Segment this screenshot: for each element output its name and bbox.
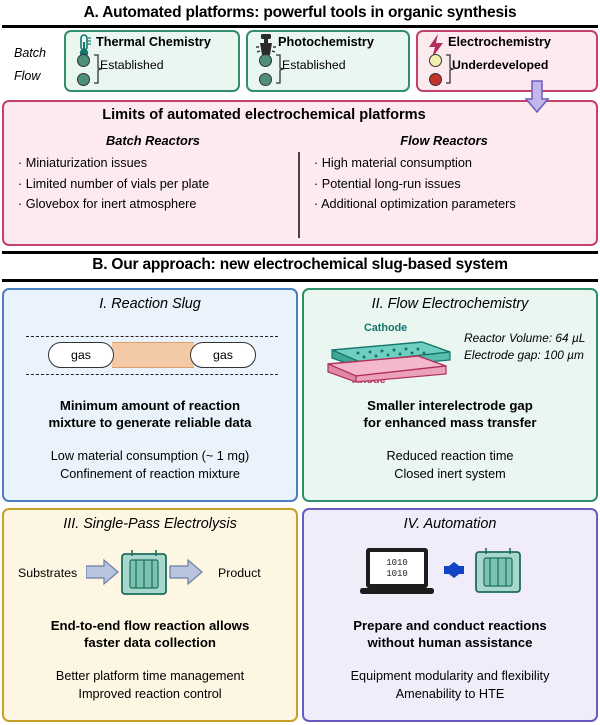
platform-status: Underdeveloped <box>452 58 549 72</box>
card-bold-text: End-to-end flow reaction allows faster data collection <box>50 618 250 650</box>
card-title: III. Single-Pass Electrolysis <box>63 516 237 532</box>
dot-flow <box>259 73 272 86</box>
approach-card-flow-electrochemistry <box>302 288 598 502</box>
divider-a-top <box>2 25 598 28</box>
platform-card-electrochemistry <box>416 30 598 92</box>
platform-dots <box>259 54 272 92</box>
section-a-heading: A. Automated platforms: powerful tools in organic synthesis <box>83 4 517 21</box>
limits-column-title-flow: Flow Reactors <box>400 133 488 148</box>
channel-wall-top <box>26 336 278 337</box>
dot-batch <box>429 54 442 67</box>
list-item: · Additional optimization parameters <box>314 197 516 211</box>
list-item: · High material consumption <box>314 156 472 170</box>
limits-divider <box>298 152 300 238</box>
divider-b-bottom <box>2 279 598 282</box>
dot-batch <box>259 54 272 67</box>
card-plain-text: Better platform time management Improved reaction control <box>55 669 245 701</box>
flow-reactor-figure <box>318 324 458 388</box>
dot-flow <box>77 73 90 86</box>
list-item: · Glovebox for inert atmosphere <box>18 197 197 211</box>
card-plain-text: Low material consumption (~ 1 mg) Confinement of reaction mixture <box>50 449 250 481</box>
platform-dots <box>429 54 442 92</box>
reaction-slug-figure <box>26 328 278 384</box>
limits-title: Limits of automated electrochemical platforms <box>102 107 426 123</box>
platform-title: Electrochemistry <box>448 35 551 49</box>
single-pass-figure <box>18 546 286 604</box>
list-item: · Potential long-run issues <box>314 176 461 191</box>
dot-flow <box>429 73 442 86</box>
double-arrow-icon <box>444 562 464 578</box>
reactor-plates-icon <box>318 332 458 396</box>
platform-status: Established <box>100 58 164 72</box>
card-title: IV. Automation <box>403 516 497 532</box>
electrochemical-cell-icon <box>476 548 520 592</box>
card-plain-text: Equipment modularity and flexibility Amenability to HTE <box>350 669 550 701</box>
svg-text:1010: 1010 <box>386 569 408 579</box>
down-arrow-icon <box>524 80 550 119</box>
list-item: · Limited number of vials per plate <box>18 176 210 191</box>
label-flow: Flow <box>14 69 41 83</box>
section-b-heading: B. Our approach: new electrochemical slug-based system <box>92 256 508 273</box>
platform-status: Established <box>282 58 346 72</box>
liquid-slug <box>112 342 194 368</box>
gas-bubble-left: gas <box>48 342 114 368</box>
label-batch: Batch <box>14 46 46 60</box>
divider-b-top <box>2 251 598 254</box>
gas-bubble-right: gas <box>190 342 256 368</box>
cathode-label: Cathode <box>364 322 408 334</box>
automation-figure <box>360 544 546 606</box>
svg-text:1010: 1010 <box>386 558 408 568</box>
card-bold-text: Prepare and conduct reactions without human assistance <box>353 618 547 650</box>
card-title: I. Reaction Slug <box>99 296 201 312</box>
platform-title: Thermal Chemistry <box>96 35 211 49</box>
platform-card-thermal-chemistry <box>64 30 240 92</box>
reactor-specs <box>464 330 596 365</box>
card-bold-text: Minimum amount of reaction mixture to generate reliable data <box>48 398 252 430</box>
card-title: II. Flow Electrochemistry <box>371 296 529 312</box>
laptop-icon <box>360 548 434 594</box>
electrochemical-cell-icon <box>86 546 216 604</box>
platform-title: Photochemistry <box>278 35 374 49</box>
spec-reactor-volume: Reactor Volume: 64 µL <box>464 331 586 345</box>
approach-card-automation <box>302 508 598 722</box>
product-label: Product <box>218 566 261 580</box>
limits-list-flow <box>314 156 592 218</box>
limits-list-batch <box>18 156 294 218</box>
platform-dots <box>77 54 90 92</box>
spec-electrode-gap: Electrode gap: 100 µm <box>464 348 584 363</box>
card-bold-text: Smaller interelectrode gap for enhanced mass transfer <box>363 398 537 430</box>
channel-wall-bottom <box>26 374 278 375</box>
limits-column-title-batch: Batch Reactors <box>106 133 200 148</box>
substrates-label: Substrates <box>18 566 78 580</box>
dot-batch <box>77 54 90 67</box>
platform-card-photochemistry <box>246 30 410 92</box>
list-item: · Miniaturization issues <box>18 156 148 170</box>
limits-panel <box>2 100 598 246</box>
card-plain-text: Reduced reaction time Closed inert system <box>386 449 514 481</box>
approach-card-reaction-slug <box>2 288 298 502</box>
approach-card-single-pass-electrolysis <box>2 508 298 722</box>
